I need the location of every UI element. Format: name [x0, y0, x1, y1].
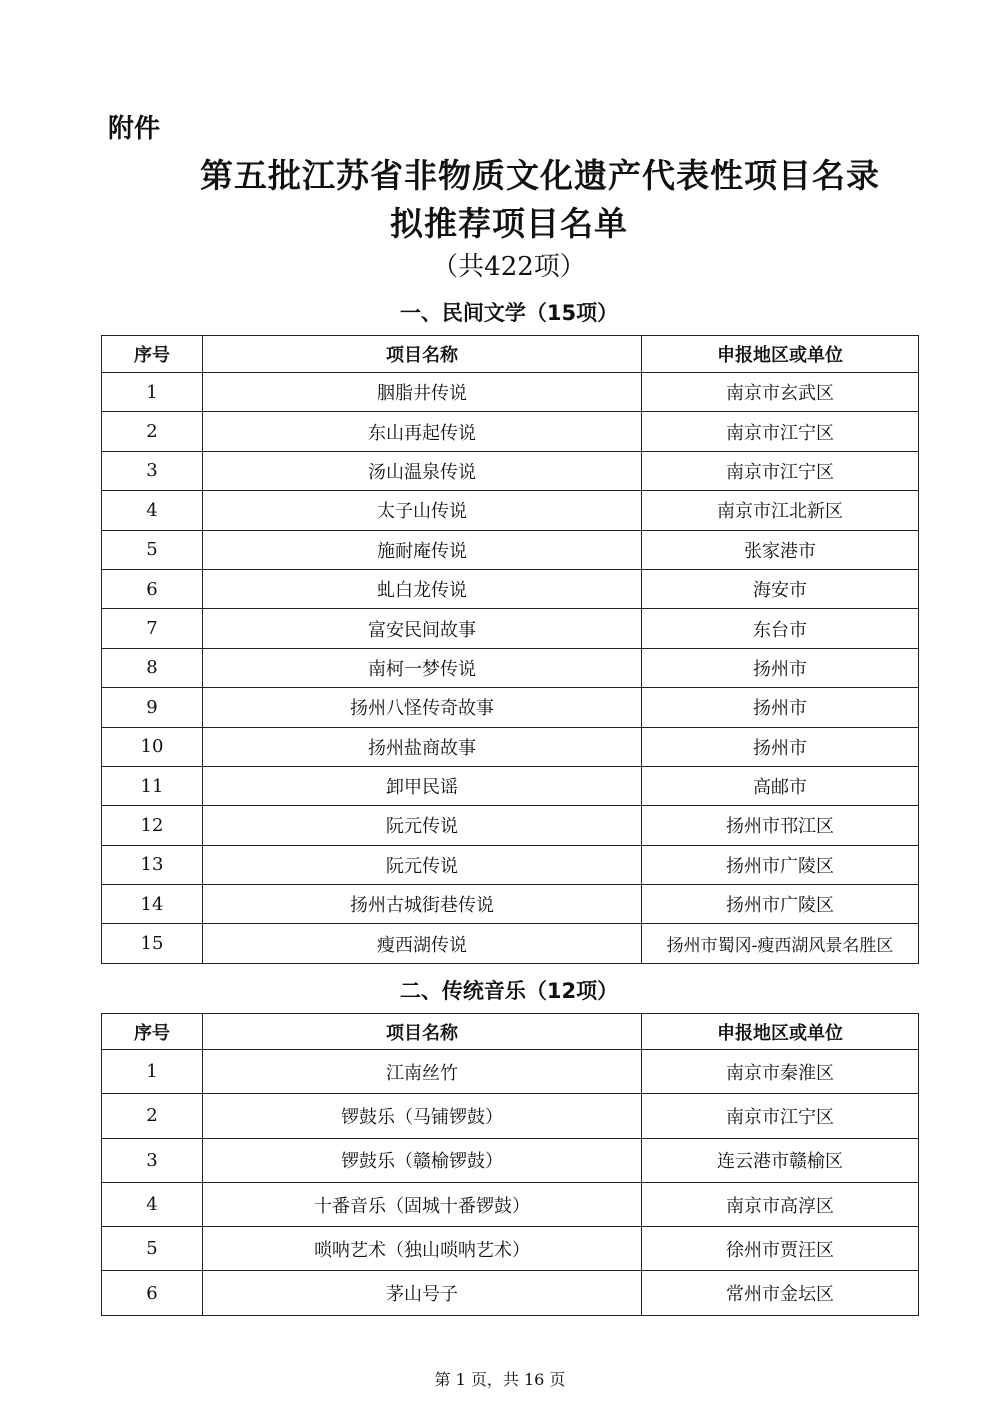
- row-no: 5: [102, 1227, 203, 1271]
- row-name: 南柯一梦传说: [203, 648, 642, 687]
- table-header-row: [102, 336, 919, 373]
- table-row: [102, 924, 919, 963]
- row-region: 连云港市赣榆区: [642, 1138, 919, 1182]
- row-region: 扬州市广陵区: [642, 885, 919, 924]
- table-row: [102, 885, 919, 924]
- section-heading-folk-literature: 一、民间文学（15项）: [399, 301, 619, 325]
- row-no: 14: [102, 885, 203, 924]
- row-region: 海安市: [642, 569, 919, 608]
- column-header-region: 申报地区或单位: [642, 336, 919, 373]
- row-name: 东山再起传说: [203, 412, 642, 451]
- row-no: 9: [102, 688, 203, 727]
- table-row: [102, 1138, 919, 1182]
- row-no: 3: [102, 1138, 203, 1182]
- row-no: 7: [102, 609, 203, 648]
- row-name: 茅山号子: [203, 1271, 642, 1315]
- table-row: [102, 1050, 919, 1094]
- row-region: 扬州市邗江区: [642, 806, 919, 845]
- folk-literature-table: [101, 335, 919, 964]
- row-name: 富安民间故事: [203, 609, 642, 648]
- row-name: 虬白龙传说: [203, 569, 642, 608]
- row-region: 南京市江宁区: [642, 1094, 919, 1138]
- row-no: 2: [102, 412, 203, 451]
- page-footer: 第 1 页，共 16 页: [434, 1370, 566, 1389]
- row-name: 唢呐艺术（独山唢呐艺术）: [203, 1227, 642, 1271]
- row-name: 锣鼓乐（赣榆锣鼓）: [203, 1138, 642, 1182]
- row-name: 阮元传说: [203, 806, 642, 845]
- row-no: 3: [102, 451, 203, 490]
- row-region: 扬州市: [642, 727, 919, 766]
- table-row: [102, 688, 919, 727]
- row-name: 胭脂井传说: [203, 373, 642, 412]
- row-name: 十番音乐（固城十番锣鼓）: [203, 1182, 642, 1226]
- row-region: 扬州市蜀冈-瘦西湖风景名胜区: [642, 924, 919, 963]
- row-region: 南京市高淳区: [642, 1182, 919, 1226]
- row-no: 1: [102, 373, 203, 412]
- row-region: 南京市江宁区: [642, 451, 919, 490]
- row-name: 阮元传说: [203, 845, 642, 884]
- table-row: [102, 648, 919, 687]
- row-name: 扬州八怪传奇故事: [203, 688, 642, 727]
- row-name: 汤山温泉传说: [203, 451, 642, 490]
- table-row: [102, 451, 919, 490]
- table-row: [102, 530, 919, 569]
- column-header-no: 序号: [102, 1014, 203, 1050]
- column-header-region: 申报地区或单位: [642, 1014, 919, 1050]
- row-no: 8: [102, 648, 203, 687]
- row-name: 太子山传说: [203, 491, 642, 530]
- row-name: 瘦西湖传说: [203, 924, 642, 963]
- row-name: 施耐庵传说: [203, 530, 642, 569]
- table-row: [102, 766, 919, 805]
- document-title: 第五批江苏省非物质文化遗产代表性项目名录: [200, 156, 880, 195]
- row-no: 5: [102, 530, 203, 569]
- row-no: 13: [102, 845, 203, 884]
- table-row: [102, 727, 919, 766]
- total-count: （共422项）: [432, 252, 586, 282]
- row-region: 南京市江宁区: [642, 412, 919, 451]
- row-name: 卸甲民谣: [203, 766, 642, 805]
- row-name: 锣鼓乐（马铺锣鼓）: [203, 1094, 642, 1138]
- row-region: 东台市: [642, 609, 919, 648]
- row-no: 6: [102, 569, 203, 608]
- document-subtitle: 拟推荐项目名单: [390, 204, 628, 243]
- table-row: [102, 1094, 919, 1138]
- table-row: [102, 845, 919, 884]
- row-region: 南京市江北新区: [642, 491, 919, 530]
- row-region: 常州市金坛区: [642, 1271, 919, 1315]
- table-row: [102, 569, 919, 608]
- table-row: [102, 491, 919, 530]
- row-no: 4: [102, 1182, 203, 1226]
- column-header-name: 项目名称: [203, 336, 642, 373]
- traditional-music-table: [101, 1013, 919, 1316]
- section-heading-traditional-music: 二、传统音乐（12项）: [399, 979, 619, 1003]
- row-no: 10: [102, 727, 203, 766]
- table-row: [102, 412, 919, 451]
- table-row: [102, 609, 919, 648]
- table-row: [102, 806, 919, 845]
- attachment-label: 附件: [108, 114, 161, 144]
- row-name: 江南丝竹: [203, 1050, 642, 1094]
- row-no: 6: [102, 1271, 203, 1315]
- row-name: 扬州盐商故事: [203, 727, 642, 766]
- table-header-row: [102, 1014, 919, 1050]
- table-row: [102, 1227, 919, 1271]
- row-region: 南京市秦淮区: [642, 1050, 919, 1094]
- table-row: [102, 373, 919, 412]
- row-no: 2: [102, 1094, 203, 1138]
- column-header-name: 项目名称: [203, 1014, 642, 1050]
- row-region: 扬州市: [642, 648, 919, 687]
- row-region: 高邮市: [642, 766, 919, 805]
- row-name: 扬州古城街巷传说: [203, 885, 642, 924]
- row-no: 11: [102, 766, 203, 805]
- row-no: 4: [102, 491, 203, 530]
- row-region: 南京市玄武区: [642, 373, 919, 412]
- row-no: 1: [102, 1050, 203, 1094]
- row-region: 张家港市: [642, 530, 919, 569]
- column-header-no: 序号: [102, 336, 203, 373]
- row-region: 徐州市贾汪区: [642, 1227, 919, 1271]
- row-no: 12: [102, 806, 203, 845]
- row-no: 15: [102, 924, 203, 963]
- table-row: [102, 1271, 919, 1315]
- row-region: 扬州市广陵区: [642, 845, 919, 884]
- table-row: [102, 1182, 919, 1226]
- row-region: 扬州市: [642, 688, 919, 727]
